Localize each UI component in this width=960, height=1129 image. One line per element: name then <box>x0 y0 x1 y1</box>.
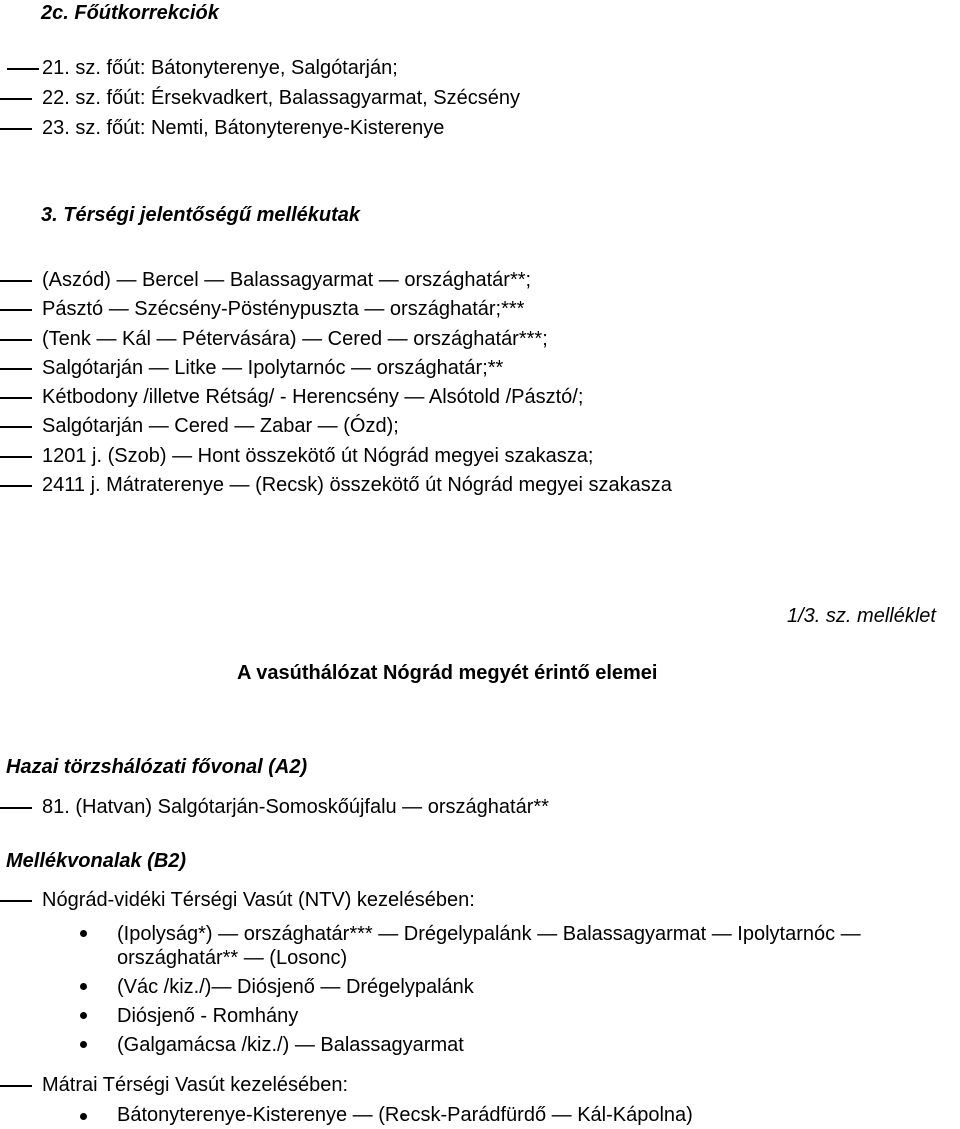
rail-title: A vasúthálózat Nógrád megyét érintő elemei <box>237 662 658 684</box>
bullet-icon <box>80 1012 87 1019</box>
list-item: (Galgamácsa /kiz./) — Balassagyarmat <box>117 1034 464 1056</box>
main-line-heading: Hazai törzshálózati fővonal (A2) <box>6 756 308 778</box>
list-item: (Vác /kiz./)— Diósjenő — Drégelypalánk <box>117 976 474 998</box>
list-item: országhatár** — (Losonc) <box>117 947 348 969</box>
list-item: Diósjenő - Romhány <box>117 1005 299 1027</box>
branch-lines-heading: Mellékvonalak (B2) <box>6 850 187 872</box>
list-item: Bátonyterenye-Kisterenye — (Recsk-Parádfürdő — Kál-Kápolna) <box>117 1104 693 1126</box>
annex-label: 1/3. sz. melléklet <box>787 605 936 627</box>
section-3-title: 3. Térségi jelentőségű mellékutak <box>41 204 361 226</box>
bullet-icon <box>80 1041 87 1048</box>
bullet-icon <box>80 930 87 937</box>
section-2c-title: 2c. Főútkorrekciók <box>41 2 219 24</box>
list-item: (Ipolyság*) — országhatár*** — Drégelypalánk — Balassagyarmat — Ipolytarnóc — <box>117 923 861 945</box>
bullet-icon <box>80 983 87 990</box>
document-page: 2c. Főútkorrekciók 21. sz. főút: Bátonyterenye, Salgótarján; 22. sz. főút: Érsekvadkert, Balassagyarmat, Szécsény 23. sz. főút: Nemti, Bátonyterenye-Kisterenye 3. Térségi jelentőségű mellékutak (Aszód) — Bercel — Balassagyarmat — országhatár**; Pásztó — Szécsény-Pösténypuszta — országhatár;*** (Tenk — Kál — Pétervására) — Cered — országhatár***; Salgótarján — Litke — Ipolytarnóc — országhatár;** Kétbodony /illetve Rétság/ - Herencsény — Alsótold /Pásztó/; Salgótarján — Cered — Zabar — (Ózd); 1201 j. (Szob) — Hont összekötő út Nógrád megyei szakasza; 2411 j. Mátraterenye — (Recsk) összekötő út Nógrád megyei szakasza 1/3. sz. melléklet A vasúthálózat Nógrád megyét érintő elemei Hazai törzshálózati fővonal (A2) 81. (Hatvan) Salgótarján-Somoskőújfalu — országhatár** Mellékvonalak (B2) Nógrád-vidéki Térségi Vasút (NTV) kezelésében: (Ipolyság*) — országhatár*** — Drégelypalánk — Balassagyarmat — Ipolytarnóc — országhatár** — (Losonc) (Vác /kiz./)— Diósjenő — Drégelypalánk Diósjenő - Romhány (Galgamácsa /kiz./) — Balassagyarmat Mátrai Térségi Vasút kezelésében: Bátonyterenye-Kisterenye — (Recsk-Parádfürdő — Kál-Kápolna) <box>0 0 960 1129</box>
bullet-icon <box>80 1113 87 1120</box>
